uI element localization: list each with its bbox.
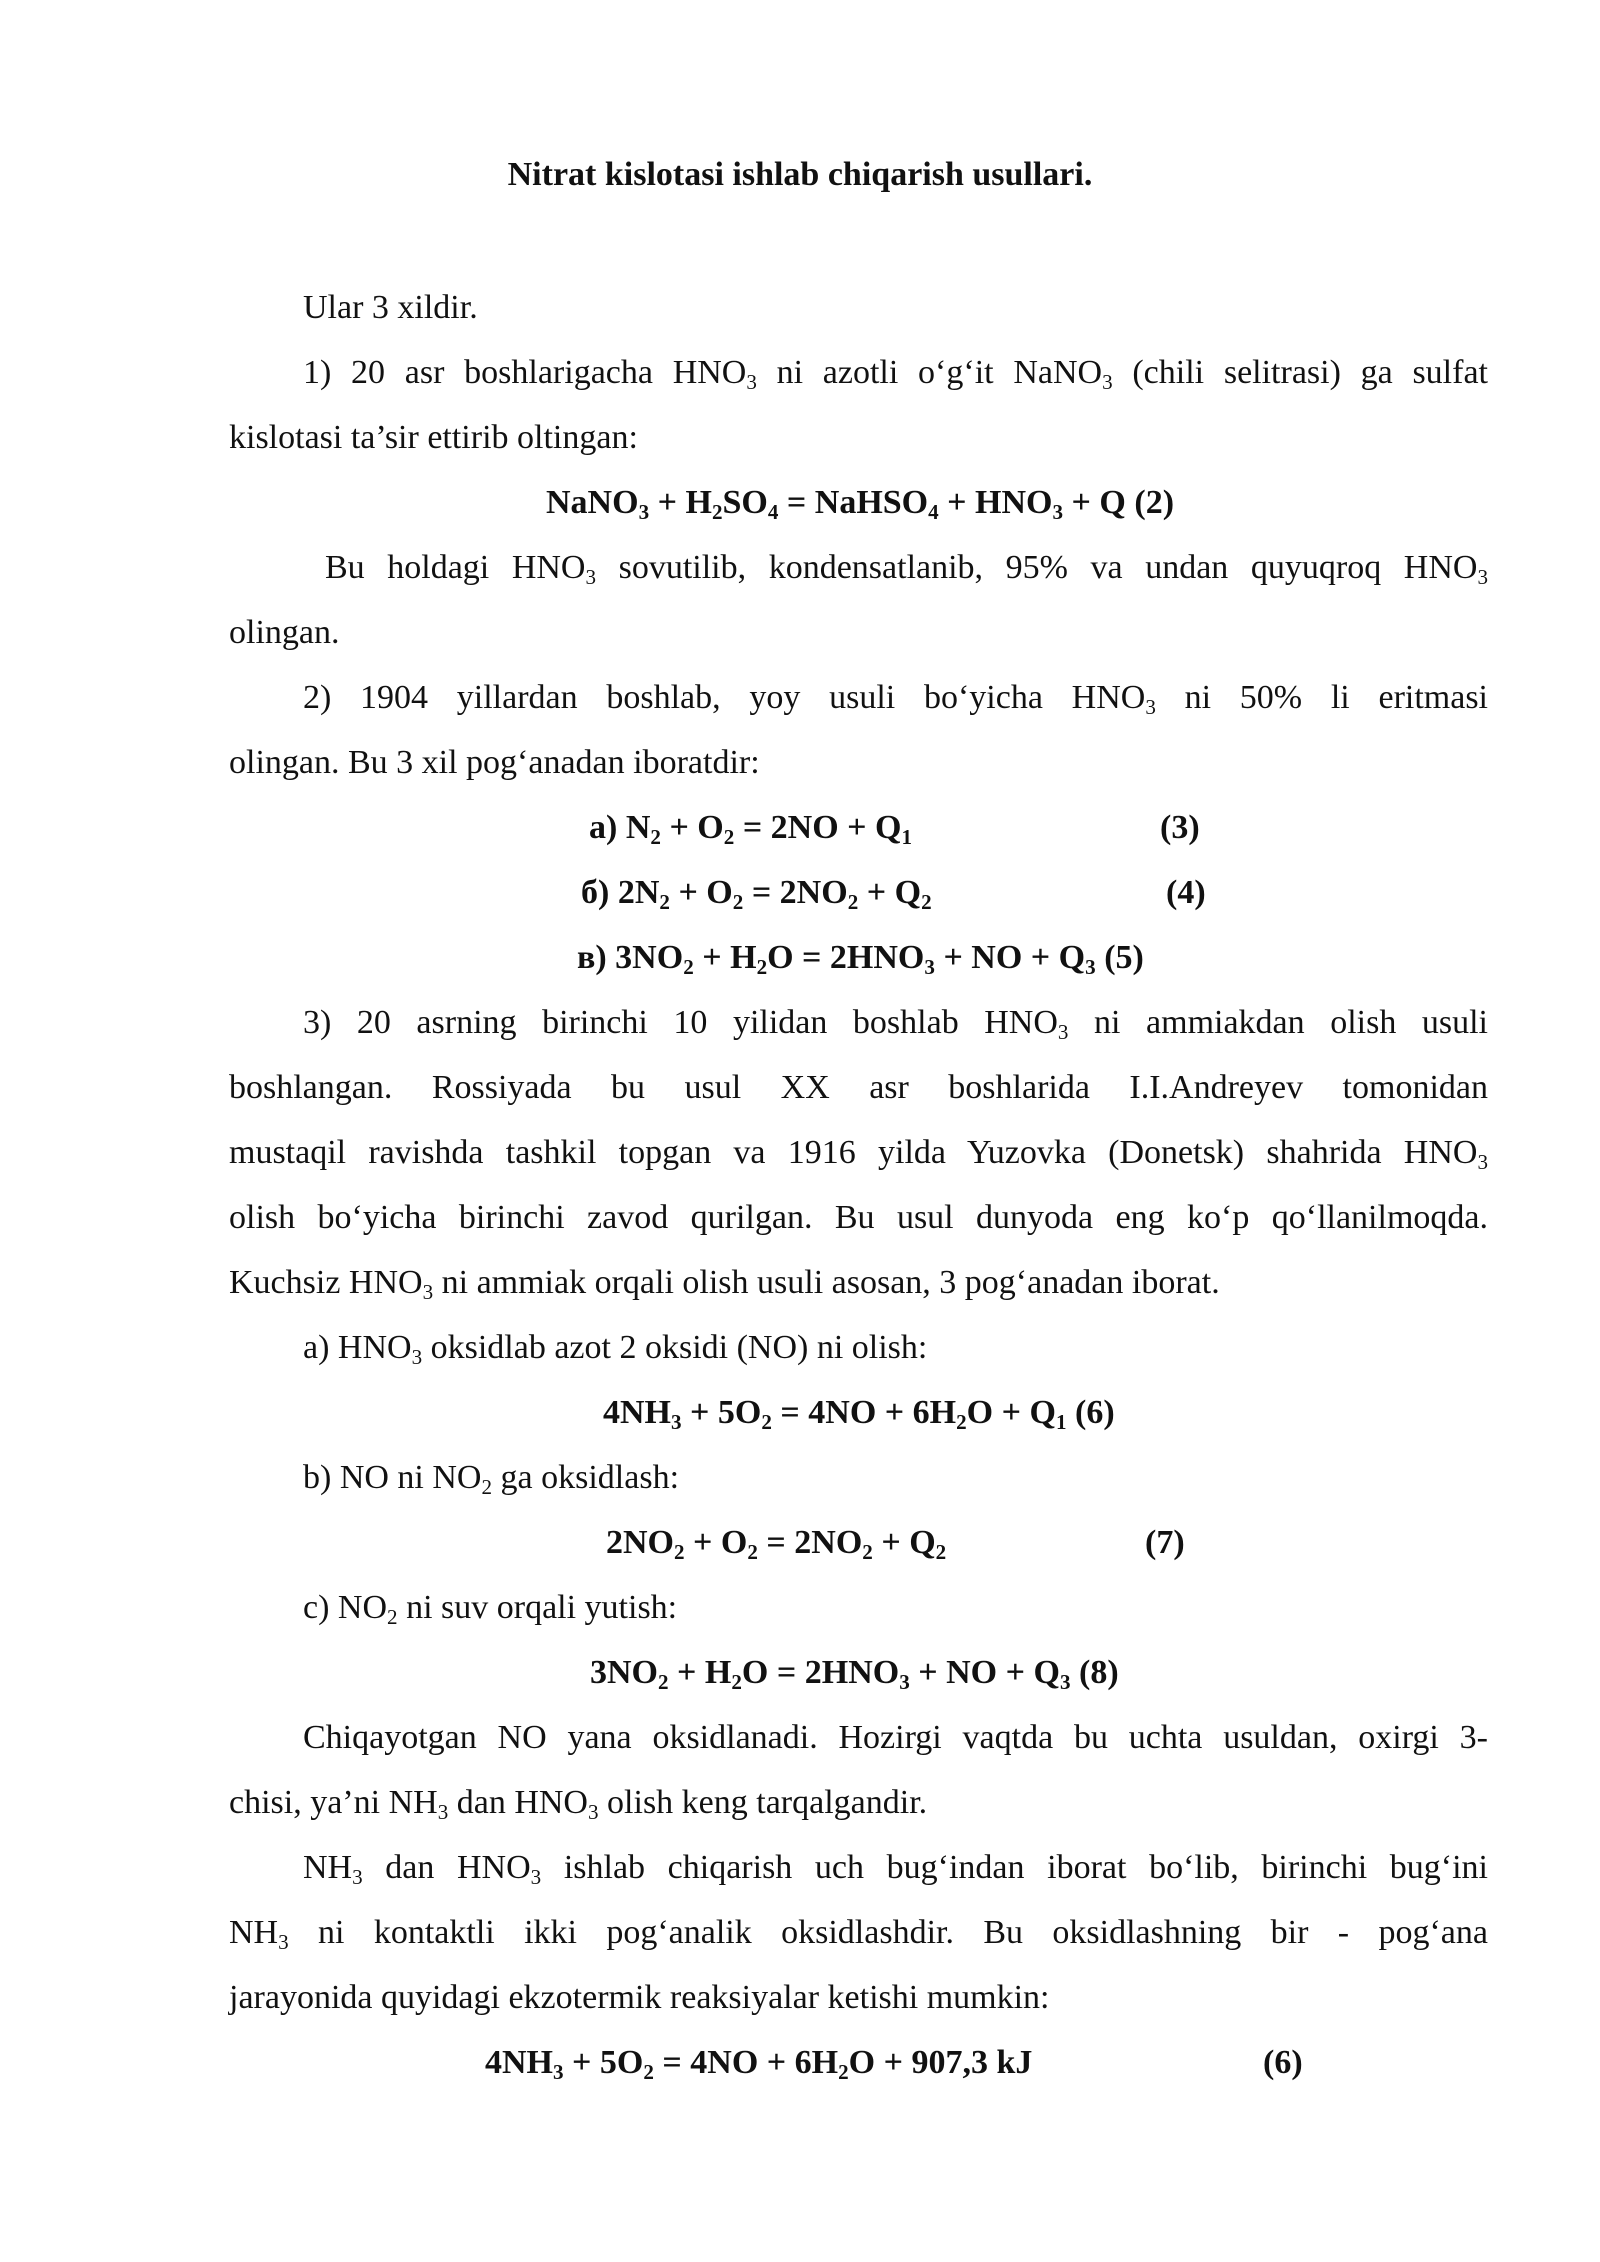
text-line-p18c: jarayonida quyidagi ekzotermik reaksiyalar ketishi mumkin: [229,1979,1050,2016]
text-line-p10c: mustaqil ravishda tashkil topgan va 1916 yilda Yuzovka (Donetsk) shahrida $HNO_3$ [229,1134,1488,1174]
text-line-p15: c) $NO_2$ ni suv orqali yutish: [303,1589,678,1629]
text-line-p3b: olingan. Bu 3 xil pog‘anadan iboratdir: [229,744,760,781]
text-line-p17b: chisi, ya’ni $NH_3$ dan $HNO_3$ olish keng tarqalgandir. [229,1784,928,1824]
text-line-p3a: 2) 1904 yillardan boshlab, yoy usuli bo‘yicha $HNO_3$ ni 50% li eritmasi [303,679,1488,719]
text-line-p10d: olish bo‘yicha birinchi zavod qurilgan. Bu usul dunyoda eng ko‘p qo‘llanilmoqda. [229,1199,1488,1236]
text-line-p10b: boshlangan. Rossiyada bu usul XX asr boshlarida I.I.Andreyev tomonidan [229,1069,1488,1106]
text-line-p2a: Bu holdagi $HNO_3$ sovutilib, kondensatlanib, 95% va undan quyuqroq $HNO_3$ [325,549,1488,589]
text-line-p1a: 1) 20 asr boshlarigacha $HNO_3$ ni azotli o‘g‘it NaNO$_3$ (chili selitrasi) ga sulfat [303,354,1488,394]
equation-eq9: $4NH_3 + 5O_2 = 4NO + 6H_2O + 907,3$ kJ [485,2044,1033,2084]
equation-number-eq7: (7) [1145,1524,1185,1561]
equation-number-eq3: (3) [1160,809,1200,846]
equation-eq6: $4NH_3 + 5O_2 = 4NO + 6H_2O + Q_1$ (6) [603,1394,1115,1434]
text-line-eq2: NaNO$_3$ + $H_2SO_4$ = NaHSO$_4$ + $HNO_3 + Q$ (2) [546,484,1175,524]
text-line-p11: a) $HNO_3$ oksidlab azot 2 oksidi (NO) ni olish: [303,1329,928,1369]
equation-number-eq9: (6) [1263,2044,1303,2081]
document-title: Nitrat kislotasi ishlab chiqarish usullari. [507,156,1093,193]
text-line-p1b: kislotasi ta’sir ettirib oltingan: [229,419,638,456]
text-line-p2b: olingan. [229,614,340,651]
text-line-p13: b) NO ni $NO_2$ ga oksidlash: [303,1459,680,1499]
equation-number-eq4: (4) [1166,874,1206,911]
text-line-p10a: 3) 20 asrning birinchi 10 yilidan boshlab $HNO_3$ ni ammiakdan olish usuli [303,1004,1488,1044]
equation-eq5: в) $3NO_2 + H_2O = 2HNO_3$ + NO + $Q_3$ (5) [577,939,1144,979]
text-line-p0: Ular 3 xildir. [303,289,478,326]
equation-eq4: б) $2N_2 + O_2 = 2NO_2 + Q_2$ [581,874,932,914]
text-line-p17a: Chiqayotgan NO yana oksidlanadi. Hozirgi vaqtda bu uchta usuldan, oxirgi 3- [303,1719,1488,1756]
equation-eq7: $2NO_2 + O_2 = 2NO_2 + Q_2$ [606,1524,947,1564]
text-line-p18b: $NH_3$ ni kontaktli ikki pog‘analik oksidlashdir. Bu oksidlashning bir - pog‘ana [229,1914,1488,1954]
text-line-p18a: $NH_3$ dan $HNO_3$ ishlab chiqarish uch bug‘indan iborat bo‘lib, birinchi bug‘ini [303,1849,1488,1889]
equation-eq8: $3NO_2 + H_2O = 2HNO_3$ + NO + $Q_3$ (8) [590,1654,1119,1694]
equation-eq3: а) $N_2 + O_2 = 2NO + Q_1$ [589,809,913,849]
text-line-p10e: Kuchsiz $HNO_3$ ni ammiak orqali olish usuli asosan, 3 pog‘anadan iborat. [229,1264,1220,1304]
